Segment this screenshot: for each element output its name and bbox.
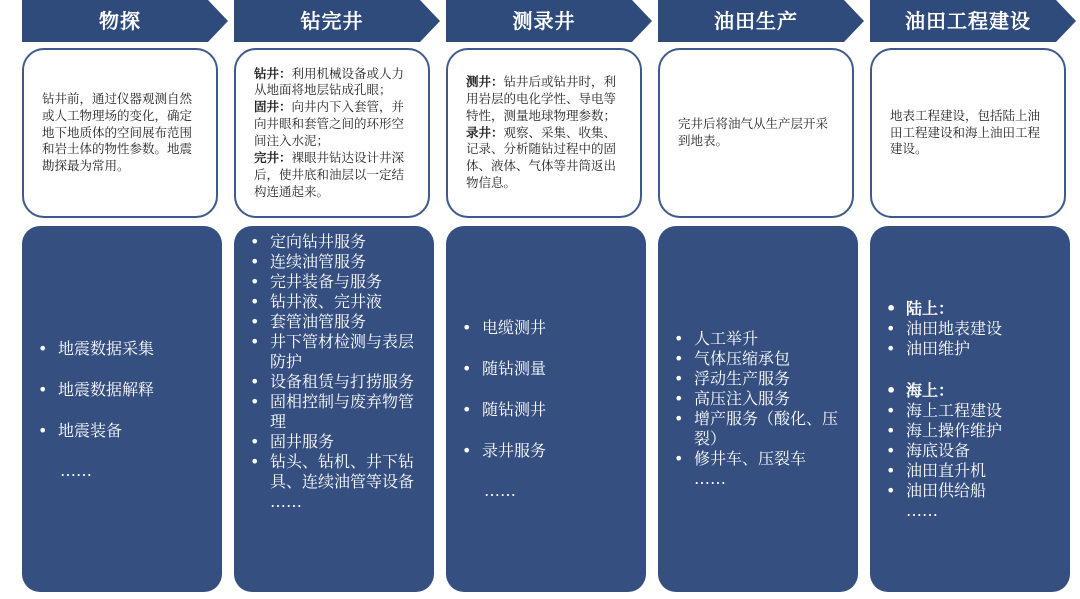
bullet-icon: • (250, 292, 260, 311)
stage-title: 钻完井 (300, 9, 364, 33)
stage-title: 物探 (99, 9, 141, 33)
list-item: • 浮动生产服务 (674, 369, 791, 388)
service-list-box (234, 226, 434, 592)
stage-title: 油田工程建设 (905, 9, 1031, 33)
bullet-icon: • (250, 272, 260, 291)
description-segment: 测井：钻井后或钻井时，利用岩层的电化学性、导电等特性，测量地球物理参数； (466, 73, 617, 123)
bullet-icon: • (250, 332, 260, 351)
bullet-icon: • (462, 441, 472, 460)
list-item: • 固相控制与废弃物管理 (250, 392, 415, 431)
stage-arrow (234, 0, 444, 42)
list-item: • 钻头、钻机、井下钻具、连续油管等设备 (250, 452, 415, 491)
group-heading-offshore: • 海上： (886, 380, 955, 400)
bullet-icon: • (674, 409, 684, 428)
list-item: • 设备租赁与打捞服务 (250, 372, 415, 391)
bullet-icon: • (250, 372, 260, 391)
bullet-icon: • (886, 400, 896, 420)
stage-arrow (446, 0, 656, 42)
list-item: • 修井车、压裂车 (674, 449, 807, 468)
bullet-icon: • (886, 460, 896, 480)
service-list-box (446, 226, 646, 592)
list-item: • 海上工程建设 (886, 400, 1003, 420)
column-logging (446, 0, 656, 599)
column-geophysics (22, 0, 232, 599)
bullet-icon: • (38, 420, 48, 440)
group-heading-onshore: • 陆上： (886, 298, 955, 318)
bullet-icon: • (674, 389, 684, 408)
list-item: • 随钻测井 (462, 400, 547, 419)
stage-description-box (446, 48, 642, 218)
bullet-icon: • (674, 449, 684, 468)
list-item: • 气体压缩承包 (674, 349, 791, 368)
column-oilfield-engineering (870, 0, 1080, 599)
bullet-icon: • (886, 440, 896, 460)
list-item: • 连续油管服务 (250, 252, 367, 271)
column-drilling-completion (234, 0, 444, 599)
bullet-icon: • (38, 379, 48, 399)
bullet-icon: • (462, 318, 472, 337)
bullet-icon: • (250, 252, 260, 271)
description-segment: 钻井：利用机械设备或人力从地面将地层钻成孔眼； (254, 65, 405, 98)
service-list-box (22, 226, 222, 592)
bullet-icon: • (250, 452, 260, 471)
bullet-icon: • (886, 480, 896, 500)
list-item: • 油田直升机 (886, 460, 987, 480)
bullet-icon: • (250, 312, 260, 331)
list-item: • 钻井液、完井液 (250, 292, 383, 311)
stage-description-box (658, 48, 854, 218)
list-item: • 海底设备 (886, 440, 971, 460)
more-ellipsis: …… (484, 481, 516, 500)
bullet-icon: • (674, 369, 684, 388)
description-text: 地表工程建设，包括陆上油田工程建设和海上油田工程建设。 (890, 107, 1041, 157)
bullet-icon: • (674, 329, 684, 348)
stage-title: 油田生产 (714, 9, 798, 33)
description-text: 钻井前，通过仪器观测自然或人工物理场的变化，确定地下地质体的空间展布范围和岩土体的物性参数。地震勘探最为常用。 (42, 90, 193, 174)
list-item: • 地震装备 (38, 420, 123, 440)
bullet-icon: • (886, 338, 896, 358)
list-item: • 油田地表建设 (886, 318, 1003, 338)
list-item: • 定向钻井服务 (250, 232, 367, 251)
stage-arrow (870, 0, 1080, 42)
list-item: • 随钻测量 (462, 359, 547, 378)
bullet-icon: • (250, 432, 260, 451)
description-segment: 固井：向井内下入套管，并向井眼和套管之间的环形空间注入水泥； (254, 99, 405, 148)
stage-title: 测录井 (512, 9, 576, 33)
service-list-box (658, 226, 858, 592)
bullet-icon: • (886, 318, 896, 338)
list-item: • 固井服务 (250, 432, 335, 451)
stage-description-box (22, 48, 218, 218)
list-item: • 完井装备与服务 (250, 272, 383, 291)
description-text: 完井后将油气从生产层开采到地表。 (678, 116, 829, 148)
list-item: • 井下管材检测与表层防护 (250, 332, 415, 371)
bullet-icon: • (674, 349, 684, 368)
more-ellipsis: …… (694, 469, 726, 488)
list-item: • 套管油管服务 (250, 312, 367, 331)
list-item: • 电缆测井 (462, 318, 547, 337)
more-ellipsis: …… (60, 460, 92, 480)
bullet-icon: • (250, 392, 260, 411)
bullet-icon: • (886, 380, 897, 400)
list-item: • 人工举升 (674, 329, 759, 348)
description-segment: 录井：观察、采集、收集、记录、分析随钻过程中的固体、液体、气体等井筒返出物信息。 (466, 124, 617, 191)
stage-arrow (22, 0, 232, 42)
bullet-icon: • (38, 338, 48, 358)
list-item: • 海上操作维护 (886, 420, 1003, 440)
description-segment: 完井：裸眼井钻达设计井深后，使井底和油层以一定结构连通起来。 (254, 149, 405, 199)
stage-arrow (658, 0, 868, 42)
list-item: • 录井服务 (462, 441, 547, 460)
list-item: • 油田供给船 (886, 480, 987, 500)
list-item: • 地震数据采集 (38, 338, 155, 358)
list-item: • 地震数据解释 (38, 379, 155, 399)
bullet-icon: • (462, 359, 472, 378)
list-item: • 油田维护 (886, 338, 971, 358)
bullet-icon: • (462, 400, 472, 419)
bullet-icon: • (886, 298, 897, 318)
more-ellipsis: …… (270, 492, 302, 511)
more-ellipsis: …… (906, 500, 938, 520)
service-list-box (870, 226, 1070, 592)
list-item: • 高压注入服务 (674, 389, 791, 408)
column-oilfield-production (658, 0, 868, 599)
bullet-icon: • (886, 420, 896, 440)
stage-description-box (870, 48, 1066, 218)
bullet-icon: • (250, 232, 260, 251)
stage-description-box (234, 48, 430, 218)
list-item: • 增产服务（酸化、压裂） (674, 409, 839, 448)
